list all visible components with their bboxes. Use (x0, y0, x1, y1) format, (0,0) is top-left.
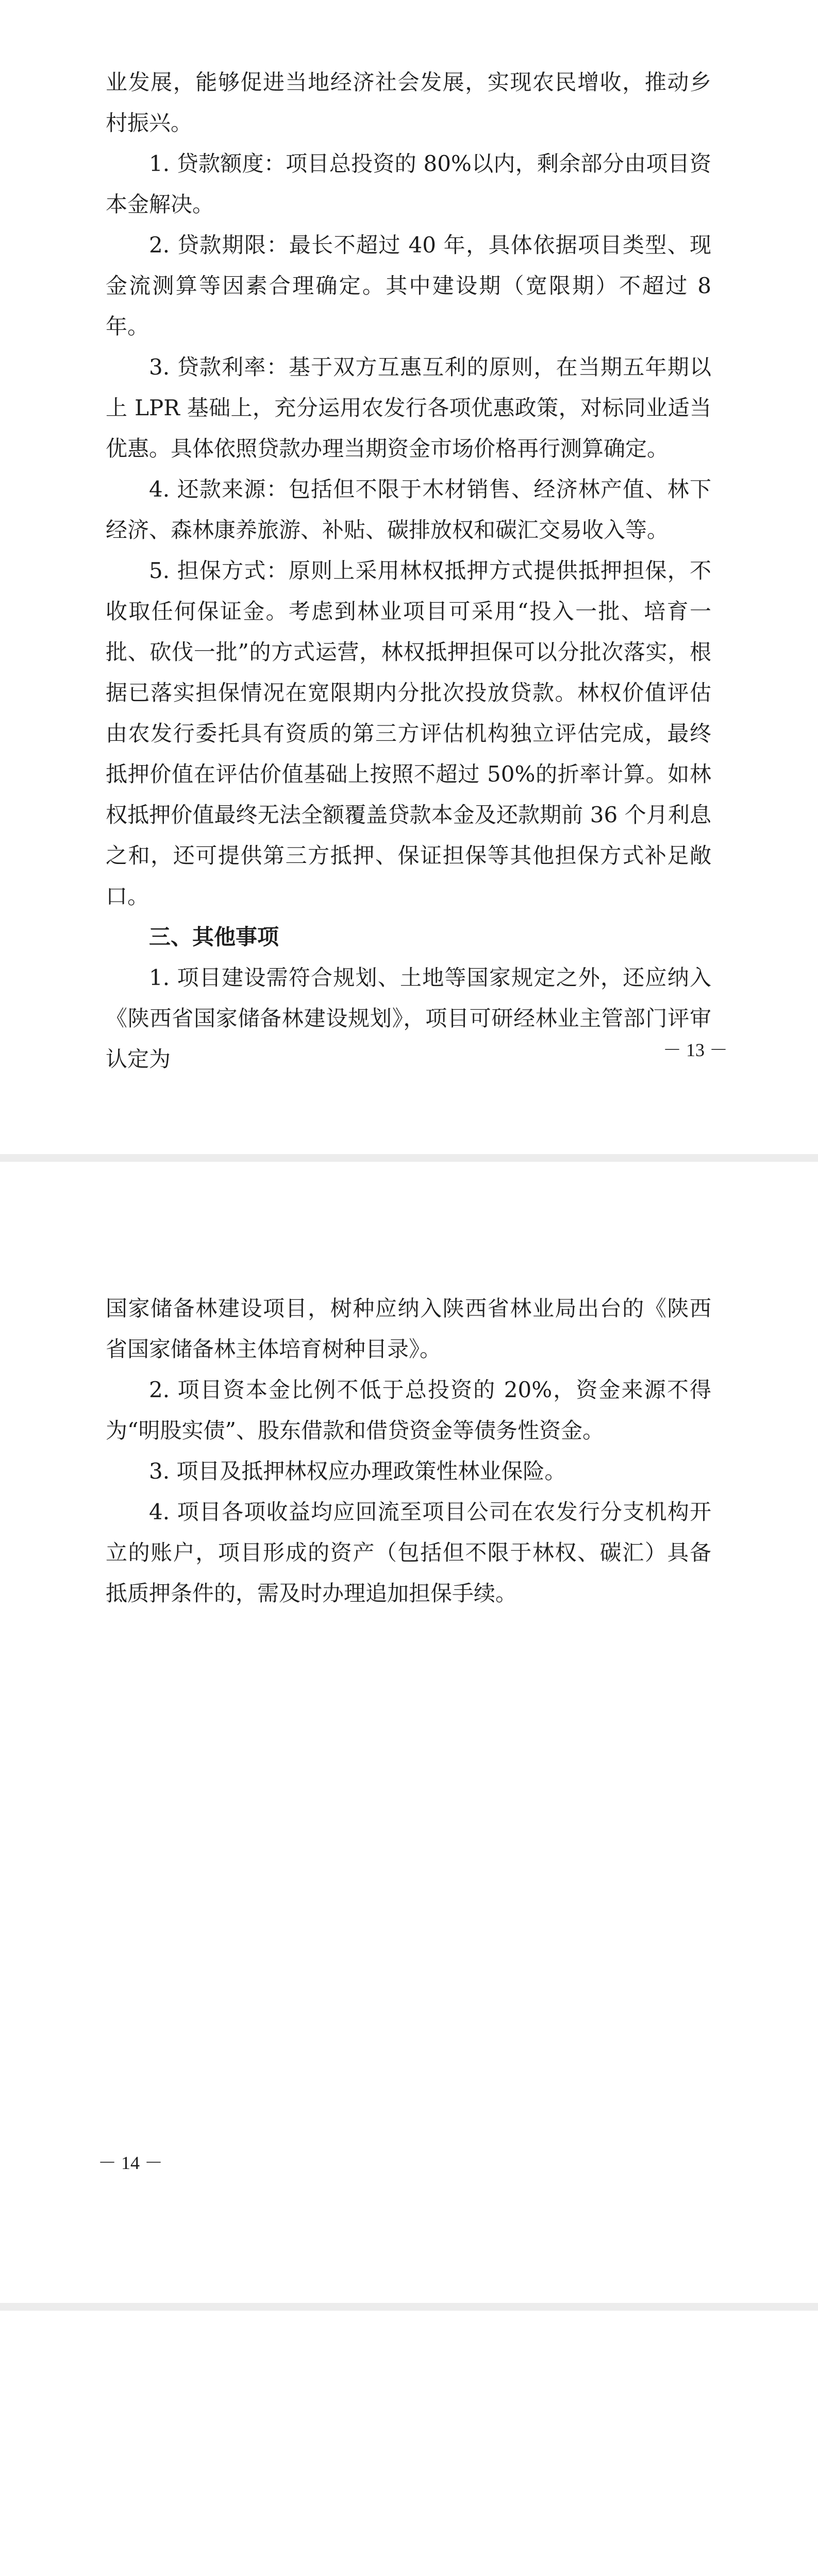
paragraph: 2. 项目资本金比例不低于总投资的 20%，资金来源不得为“明股实债”、股东借款和借贷资金等债务性资金。 (106, 1377, 711, 1443)
page-number: － 14 － (98, 2153, 163, 2173)
section-heading: 三、其他事项 (149, 924, 279, 950)
paragraph: 1. 贷款额度：项目总投资的 80%以内，剩余部分由项目资本金解决。 (106, 151, 711, 217)
paragraph: 3. 贷款利率：基于双方互惠互利的原则，在当期五年期以上 LPR 基础上，充分运用农发行各项优惠政策，对标同业适当优惠。具体依照贷款办理当期资金市场价格再行测算确定。 (106, 354, 711, 461)
document-page-16 (0, 2311, 818, 2576)
page-body (106, 1288, 711, 1614)
paragraph: 1. 项目建设需符合规划、土地等国家规定之外，还应纳入《陕西省国家储备林建设规划》，项目可研经林业主管部门评审认定为 (106, 965, 711, 1072)
paragraph: 2. 贷款期限：最长不超过 40 年，具体依据项目类型、现金流测算等因素合理确定。其中建设期（宽限期）不超过 8 年。 (106, 232, 711, 339)
document-page-13 (0, 0, 818, 1154)
page-body (106, 62, 711, 1079)
paragraph: 3. 项目及抵押林权应办理政策性林业保险。 (149, 1459, 566, 1484)
paragraph: 4. 项目各项收益均应回流至项目公司在农发行分支机构开立的账户，项目形成的资产（包括但不限于林权、碳汇）具备抵质押条件的，需及时办理追加担保手续。 (106, 1499, 711, 1606)
paragraph: 国家储备林建设项目，树种应纳入陕西省林业局出台的《陕西省国家储备林主体培育树种目录》。 (106, 1296, 711, 1362)
page-separator (0, 1154, 818, 1162)
paragraph: 业发展，能够促进当地经济社会发展，实现农民增收，推动乡村振兴。 (106, 70, 711, 135)
paragraph: 5. 担保方式：原则上采用林权抵押方式提供抵押担保，不收取任何保证金。考虑到林业项目可采用“投入一批、培育一批、砍伐一批”的方式运营，林权抵押担保可以分批次落实，根据已落实担保情况在宽限期内分批次投放贷款。林权价值评估由农发行委托具有资质的第三方评估机构独立评估完成，最终抵押价值在评估价值基础上按照不超过 50%的折率计算。如林权抵押价值最终无法全额覆盖贷款本金及还款期前 36 个月利息之和，还可提供第三方抵押、保证担保等其他担保方式补足敞口。 (106, 558, 711, 909)
paragraph: 4. 还款来源：包括但不限于木材销售、经济林产值、林下经济、森林康养旅游、补贴、碳排放权和碳汇交易收入等。 (106, 477, 711, 543)
page-separator (0, 2303, 818, 2311)
document-page-14 (0, 1162, 818, 2303)
page-number: － 13 － (662, 1040, 728, 1060)
